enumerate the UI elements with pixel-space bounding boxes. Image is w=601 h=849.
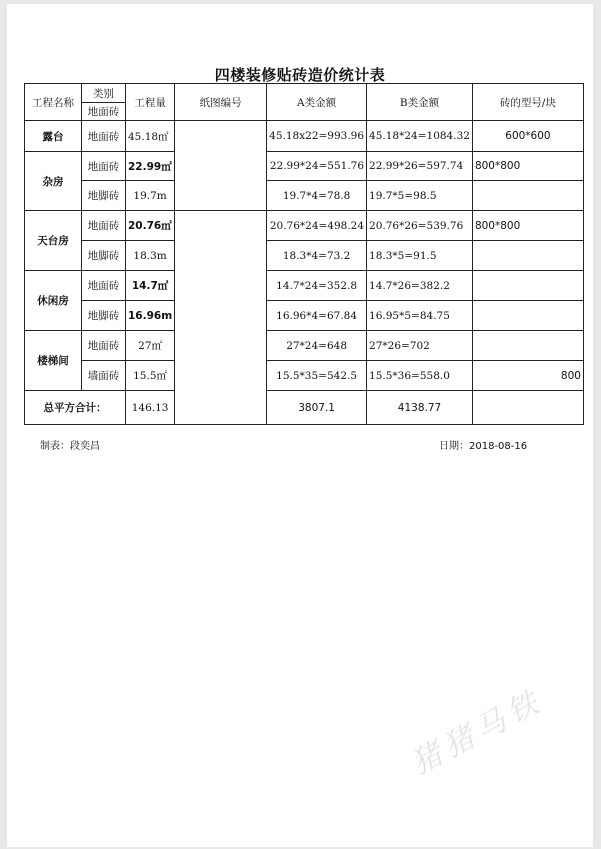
tile-model-cell	[472, 331, 583, 361]
b-amount-cell: 19.7*5=98.5	[367, 181, 473, 211]
drawing-cell	[175, 211, 267, 425]
quantity-cell: 14.7㎡	[126, 271, 175, 301]
a-amount-cell: 45.18x22=993.96	[267, 121, 367, 152]
tile-model-cell: 800	[472, 361, 583, 391]
total-label: 总平方合计：	[25, 391, 126, 425]
quantity-cell: 19.7m	[126, 181, 175, 211]
a-amount-cell: 19.7*4=78.8	[267, 181, 367, 211]
category-cell: 地面砖	[82, 331, 126, 361]
header-tile-model: 砖的型号/块	[472, 84, 583, 121]
section-name: 楼梯间	[25, 331, 82, 391]
date-label: 日期：2018-08-16	[439, 441, 528, 452]
total-tile-model	[472, 391, 583, 425]
total-row	[25, 391, 584, 425]
category-cell: 地脚砖	[82, 301, 126, 331]
total-a-amount: 3807.1	[267, 391, 367, 425]
tile-model-cell	[472, 271, 583, 301]
section-name: 休闲房	[25, 271, 82, 331]
category-cell: 地脚砖	[82, 241, 126, 271]
header-category-top: 类别	[82, 84, 126, 103]
header-drawing-no: 纸图编号	[175, 84, 267, 121]
category-cell: 墙面砖	[82, 361, 126, 391]
a-amount-cell: 27*24=648	[267, 331, 367, 361]
category-cell: 地脚砖	[82, 181, 126, 211]
quantity-cell: 20.76㎡	[126, 211, 175, 241]
table-row	[25, 361, 584, 391]
b-amount-cell: 45.18*24=1084.32	[367, 121, 473, 152]
quantity-cell: 16.96m	[126, 301, 175, 331]
header-a-amount: A类金额	[267, 84, 367, 121]
maker-label: 制表：段奕昌	[40, 441, 100, 452]
b-amount-cell: 22.99*26=597.74	[367, 152, 473, 181]
category-cell: 地面砖	[82, 271, 126, 301]
table-row	[25, 301, 584, 331]
quantity-cell: 27㎡	[126, 331, 175, 361]
watermark: 猪猪马铁	[405, 683, 550, 782]
a-amount-cell: 15.5*35=542.5	[267, 361, 367, 391]
quantity-cell: 15.5㎡	[126, 361, 175, 391]
category-cell: 地面砖	[82, 121, 126, 152]
tile-model-cell: 800*800	[472, 211, 583, 241]
cost-table	[24, 83, 584, 425]
header-project-name: 工程名称	[25, 84, 82, 121]
table-row	[25, 271, 584, 301]
category-cell: 地面砖	[82, 152, 126, 181]
document-page	[7, 4, 593, 847]
drawing-cell	[175, 121, 267, 211]
header-quantity: 工程量	[126, 84, 175, 121]
tile-model-cell: 600*600	[472, 121, 583, 152]
section-name: 天台房	[25, 211, 82, 271]
table-row	[25, 211, 584, 241]
tile-model-cell	[472, 241, 583, 271]
tile-model-cell	[472, 301, 583, 331]
b-amount-cell: 20.76*26=539.76	[367, 211, 473, 241]
section-name: 露台	[25, 121, 82, 152]
table-row	[25, 152, 584, 181]
header-b-amount: B类金额	[367, 84, 473, 121]
table-row	[25, 121, 584, 152]
b-amount-cell: 15.5*36=558.0	[367, 361, 473, 391]
table-row	[25, 331, 584, 361]
a-amount-cell: 20.76*24=498.24	[267, 211, 367, 241]
b-amount-cell: 14.7*26=382.2	[367, 271, 473, 301]
b-amount-cell: 27*26=702	[367, 331, 473, 361]
tile-model-cell	[472, 181, 583, 211]
quantity-cell: 22.99㎡	[126, 152, 175, 181]
b-amount-cell: 18.3*5=91.5	[367, 241, 473, 271]
total-quantity: 146.13	[126, 391, 175, 425]
b-amount-cell: 16.95*5=84.75	[367, 301, 473, 331]
a-amount-cell: 18.3*4=73.2	[267, 241, 367, 271]
section-name: 杂房	[25, 152, 82, 211]
page-title: 四楼装修贴砖造价统计表	[214, 66, 386, 84]
quantity-cell: 45.18㎡	[126, 121, 175, 152]
table-row	[25, 241, 584, 271]
a-amount-cell: 14.7*24=352.8	[267, 271, 367, 301]
quantity-cell: 18.3m	[126, 241, 175, 271]
table-row	[25, 181, 584, 211]
a-amount-cell: 16.96*4=67.84	[267, 301, 367, 331]
header-category-bottom: 地面砖	[82, 103, 126, 121]
total-b-amount: 4138.77	[367, 391, 473, 425]
category-cell: 地面砖	[82, 211, 126, 241]
a-amount-cell: 22.99*24=551.76	[267, 152, 367, 181]
tile-model-cell: 800*800	[472, 152, 583, 181]
